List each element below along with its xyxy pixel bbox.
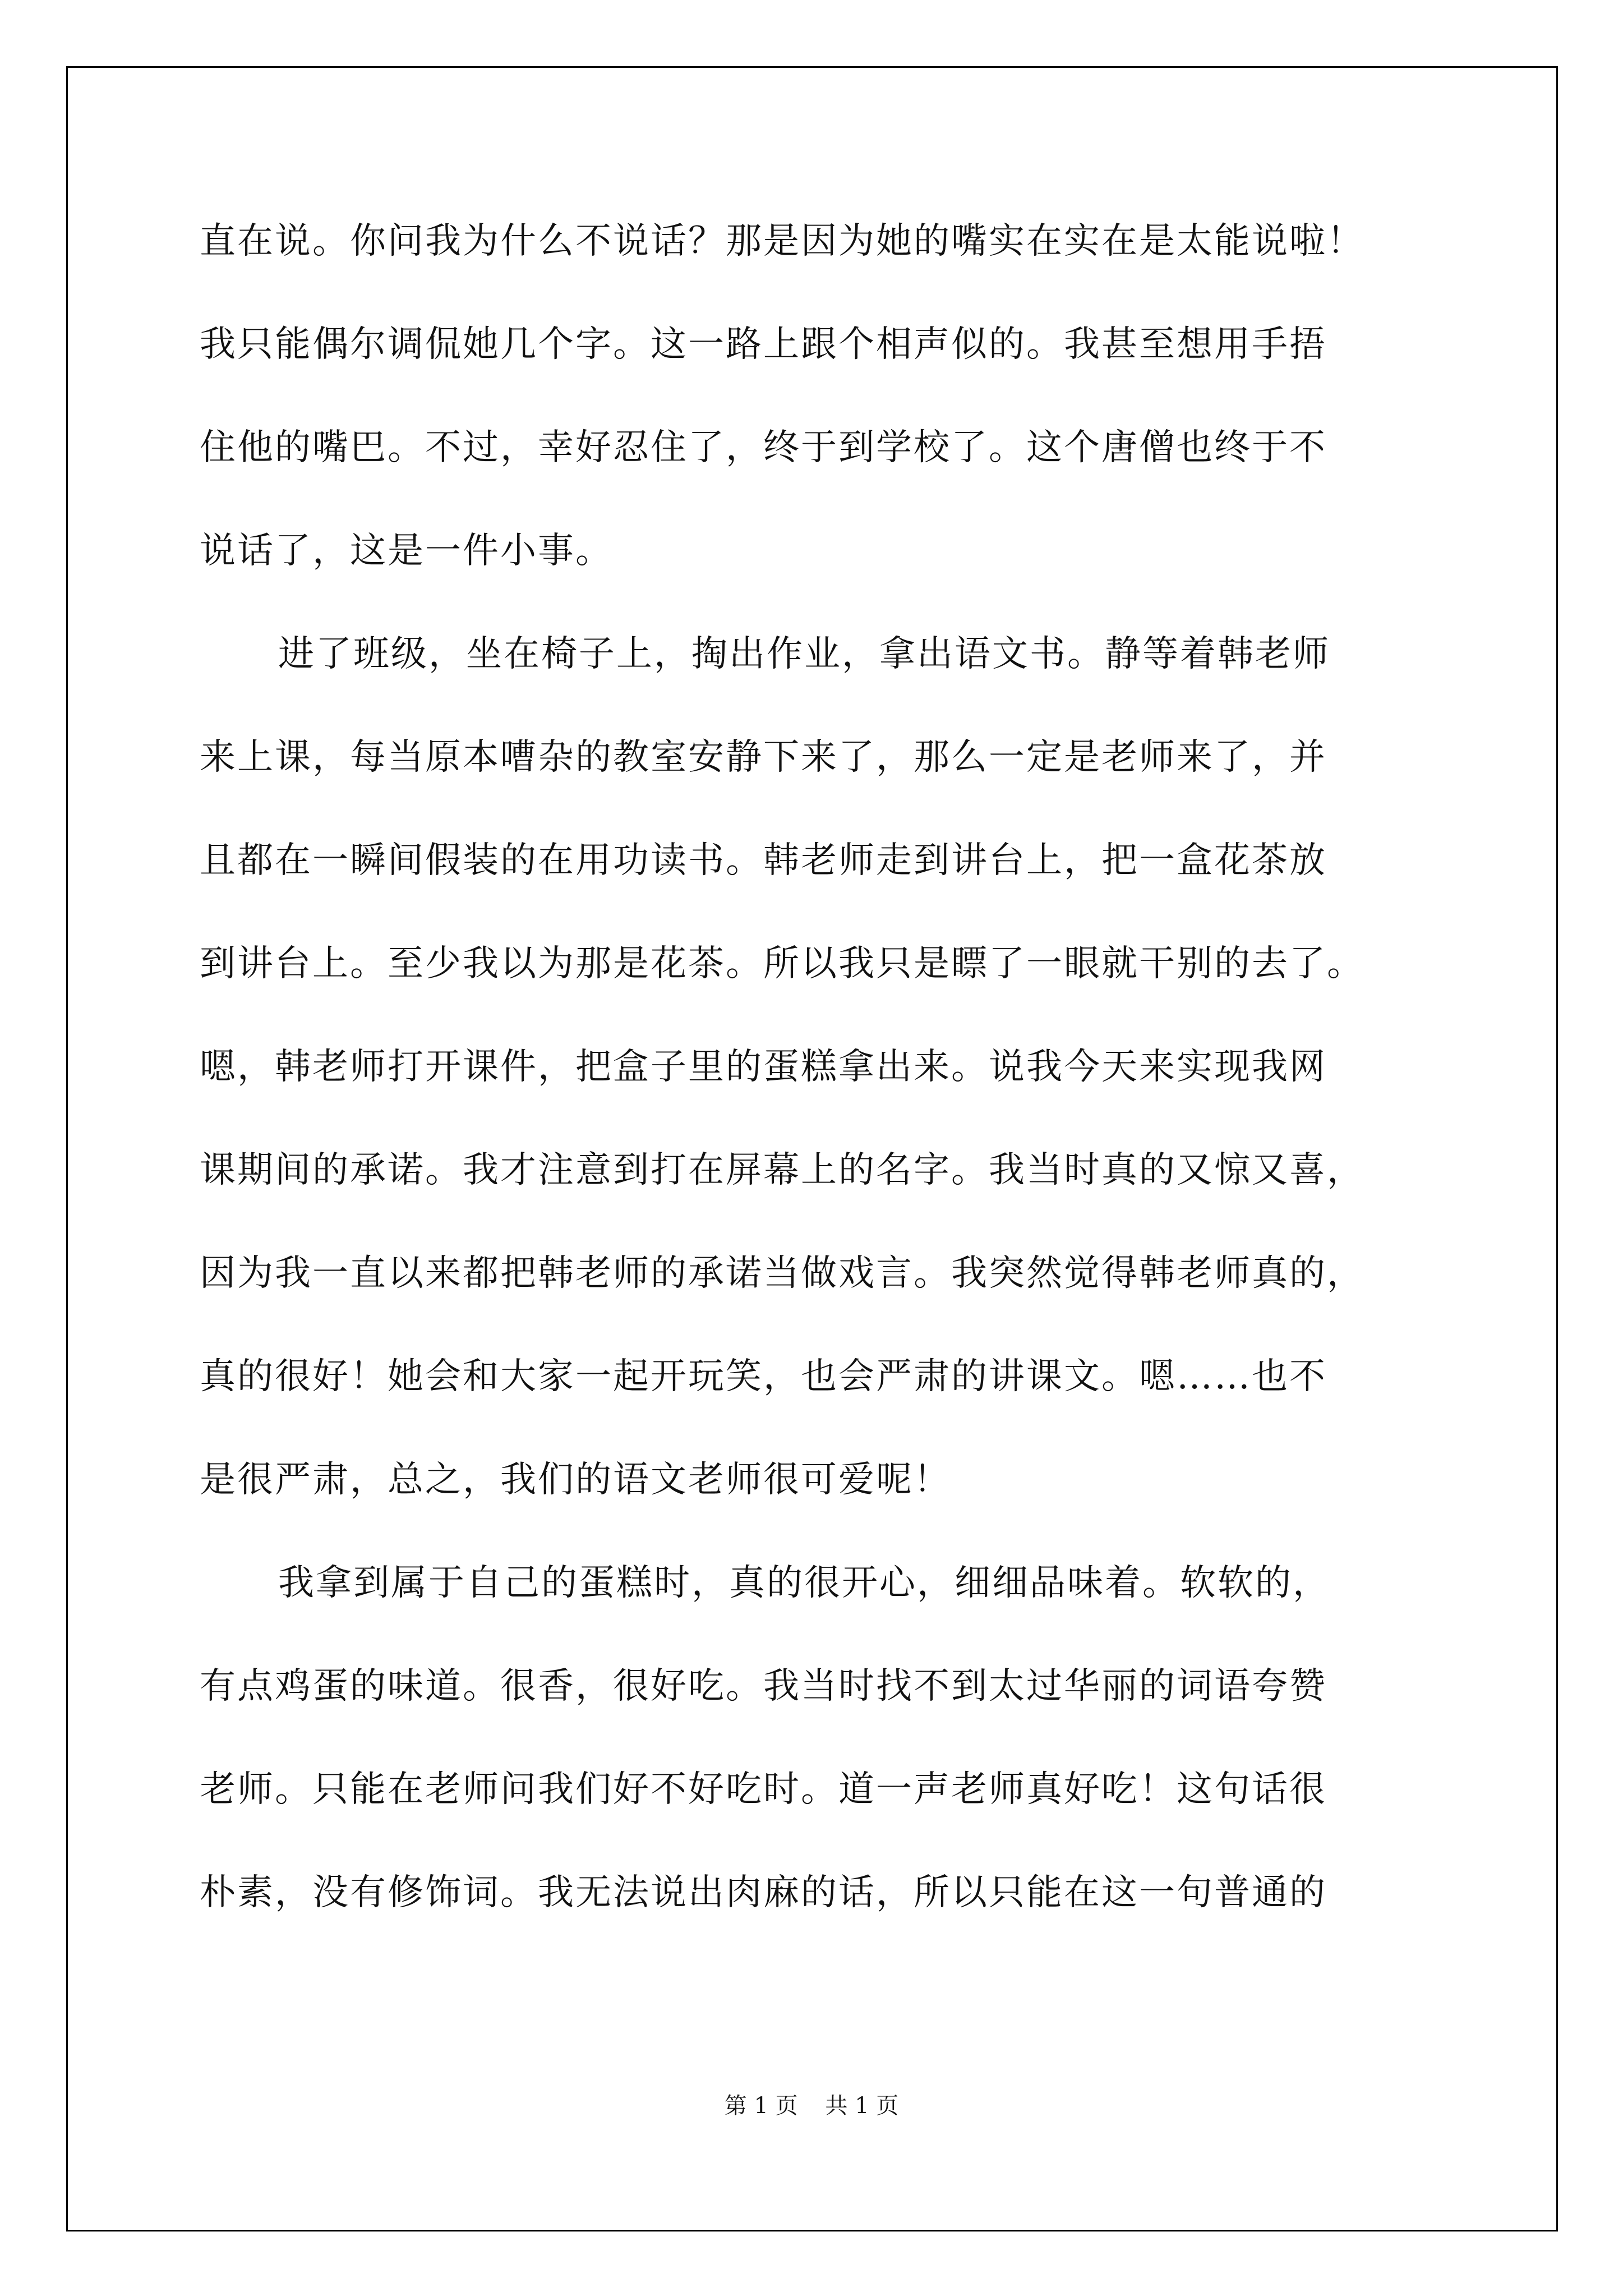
page-number: 第 1 页 xyxy=(724,2093,798,2119)
page-total: 共 1 页 xyxy=(825,2093,899,2119)
text-line: 直在说。你问我为什么不说话？那是因为她的嘴实在实在是太能说啦！ xyxy=(200,220,1364,262)
paragraph-start-line: 我拿到属于自己的蛋糕时，真的很开心，细细品味着。软软的， xyxy=(278,1562,1330,1604)
text-line: 朴素，没有修饰词。我无法说出肉麻的话，所以只能在这一句普通的 xyxy=(200,1872,1327,1913)
text-line: 我只能偶尔调侃她几个字。这一路上跟个相声似的。我甚至想用手捂 xyxy=(200,324,1327,365)
document-body xyxy=(200,208,1428,1962)
text-line: 是很严肃，总之，我们的语文老师很可爱呢！ xyxy=(200,1459,951,1501)
text-line: 说话了，这是一件小事。 xyxy=(200,530,613,572)
text-line: 老师。只能在老师问我们好不好吃时。道一声老师真好吃！这句话很 xyxy=(200,1769,1327,1810)
text-line: 住他的嘴巴。不过，幸好忍住了，终于到学校了。这个唐僧也终于不 xyxy=(200,427,1327,468)
text-line: 真的很好！她会和大家一起开玩笑，也会严肃的讲课文。嗯……也不 xyxy=(200,1356,1327,1397)
paragraph-start-line: 进了班级，坐在椅子上，掏出作业，拿出语文书。静等着韩老师 xyxy=(278,633,1330,675)
text-line: 嗯，韩老师打开课件，把盒子里的蛋糕拿出来。说我今天来实现我网 xyxy=(200,1046,1327,1088)
text-line: 到讲台上。至少我以为那是花茶。所以我只是瞟了一眼就干别的去了。 xyxy=(200,943,1364,984)
text-line: 有点鸡蛋的味道。很香，很好吃。我当时找不到太过华丽的词语夸赞 xyxy=(200,1665,1327,1707)
text-line: 且都在一瞬间假装的在用功读书。韩老师走到讲台上，把一盒花茶放 xyxy=(200,840,1327,881)
text-line: 因为我一直以来都把韩老师的承诺当做戏言。我突然觉得韩老师真的， xyxy=(200,1253,1364,1294)
text-line: 来上课，每当原本嘈杂的教室安静下来了，那么一定是老师来了，并 xyxy=(200,737,1327,778)
text-line: 课期间的承诺。我才注意到打在屏幕上的名字。我当时真的又惊又喜， xyxy=(200,1149,1364,1191)
page-footer xyxy=(0,2088,1623,2120)
